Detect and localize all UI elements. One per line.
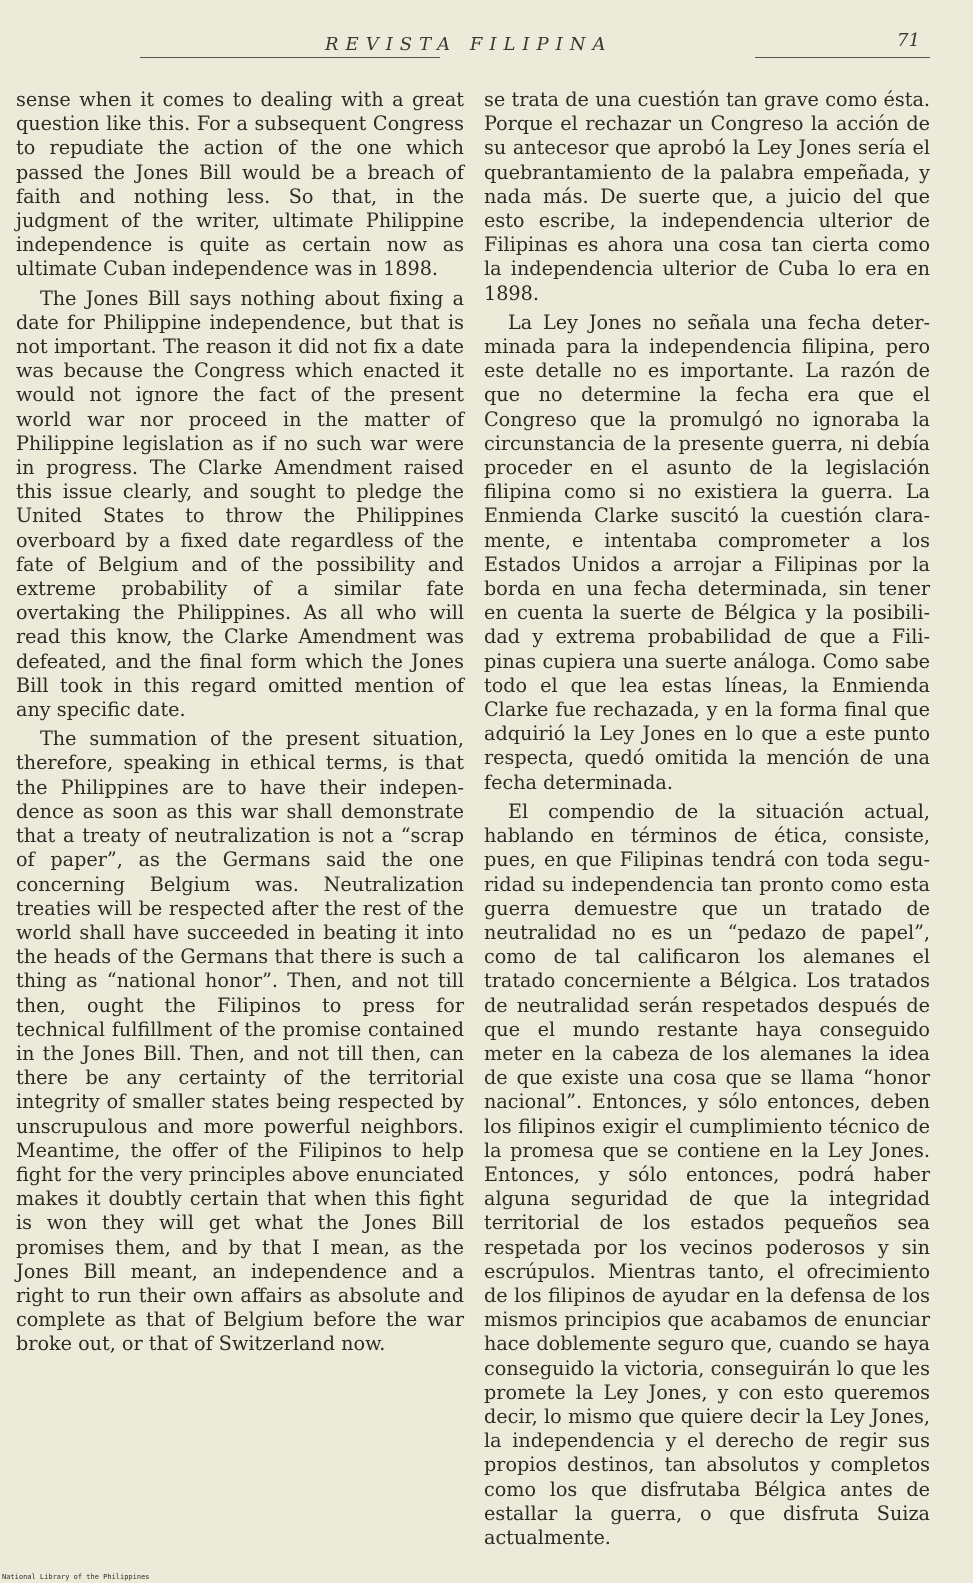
page-number: 71 bbox=[897, 30, 920, 51]
spanish-column bbox=[484, 88, 930, 1555]
spanish-paragraph-2: La Ley Jones no señala una fecha determinada para la independencia filipina, pero este detalle no es importante. La razón de que no determine la fecha era que el Congreso que la promulgó no ignoraba la circunstancia de la presente guerra, ni debía proceder en el asunto de la legislación filipina como si no existiera la guerra. La Enmienda Clarke suscitó la cuestión claramente, e intentaba comprometer a los Estados Unidos a arrojar a Filipinas por la borda en una fecha determinada, sin tener en cuenta la suerte de Bélgica y la posibilidad y extrema probabilidad de que a Filipinas cupiera una suerte análoga. Como sabe todo el que lea estas líneas, la Enmienda Clarke fue rechazada, y en la forma final que adquirió la Ley Jones en lo que a este punto respecta, quedó omitida la mención de una fecha determinada. bbox=[484, 310, 930, 794]
spanish-paragraph-3: El compendio de la situación actual, hablando en términos de ética, consiste, pues, en que Filipinas tendrá con toda seguridad su independencia tan pronto como esta guerra demuestre que un tratado de neutralidad no es un “pedazo de papel”, como de tal calificaron los alemanes el tratado concerniente a Bélgica. Los tratados de neutralidad serán respetados después de que el mundo restante haya conseguido meter en la cabeza de los alemanes la idea de que existe una cosa que se llama “honor nacional”. Entonces, y sólo entonces, deben los filipinos exigir el cumplimiento técnico de la promesa que se contiene en la Ley Jones. Entonces, y sólo entonces, podrá haber alguna seguridad de que la integridad territorial de los estados pequeños sea respetada por los vecinos poderosos y sin escrúpulos. Mientras tanto, el ofrecimiento de los filipinos de ayudar en la defensa de los mismos principios que acabamos de enunciar hace doblemente seguro que, cuando se haya conseguido la victoria, conseguirán lo que les promete la Ley Jones, y con esto queremos decir, lo mismo que quiere decir la Ley Jones, la independencia y el derecho de regir sus propios destinos, tan absolutos y completos como los que disfrutaba Bélgica antes de estallar la guerra, o que disfruta Suiza actualmente. bbox=[484, 799, 930, 1549]
english-paragraph-3: The summation of the present situation, therefore, speaking in ethical terms, is that the Philippines are to have their independence as soon as this war shall demonstrate that a treaty of neutralization is not a “scrap of paper”, as the Germans said the one concerning Belgium was. Neutralization treaties will be respected after the rest of the world shall have succeeded in beating it into the heads of the Germans that there is such a thing as “national honor”. Then, and not till then, ought the Filipinos to press for technical fulfillment of the promise contained in the Jones Bill. Then, and not till then, can there be any certainty of the territorial integrity of smaller states being respected by unscrupulous and more powerful neighbors. Meantime, the offer of the Filipinos to help fight for the very principles above enunciated makes it doubtly certain that when this fight is won they will get what the Jones Bill promises them, and by that I mean, as the Jones Bill meant, an independence and a right to run their own affairs as absolute and complete as that of Belgium before the war broke out, or that of Switzerland now. bbox=[16, 727, 464, 1356]
spanish-paragraph-1: se trata de una cuestión tan grave como ésta. Porque el rechazar un Congreso la acción de su antecesor que aprobó la Ley Jones sería el quebrantamiento de la palabra empeñada, y nada más. De suerte que, a juicio del que esto escribe, la independencia ulterior de Filipinas es ahora una cosa tan cierta como la independencia ulterior de Cuba lo era en 1898. bbox=[484, 88, 930, 305]
english-column bbox=[16, 88, 464, 1362]
running-title: REVISTA FILIPINA bbox=[325, 34, 613, 55]
page-header bbox=[0, 0, 973, 70]
english-paragraph-1: sense when it comes to dealing with a great question like this. For a subsequent Congress to repudiate the action of the one which passed the Jones Bill would be a breach of faith and nothing less. So that, in the judgment of the writer, ultimate Philippine independence is quite as certain now as ultimate Cuban independence was in 1898. bbox=[16, 88, 464, 281]
header-rule-right bbox=[755, 57, 930, 58]
header-rule-left bbox=[140, 57, 440, 58]
english-paragraph-2: The Jones Bill says nothing about fixing a date for Philippine independence, but that is not important. The reason it did not fix a date was because the Congress which enacted it would not ignore the fact of the present world war nor proceed in the matter of Philippine legislation as if no such war were in progress. The Clarke Amendment raised this issue clearly, and sought to pledge the United States to throw the Philippines overboard by a fixed date regardless of the fate of Belgium and of the possibility and extreme probability of a similar fate overtaking the Philippines. As all who will read this know, the Clarke Amendment was defeated, and the final form which the Jones Bill took in this regard omitted mention of any specific date. bbox=[16, 286, 464, 722]
library-credit: National Library of the Philippines bbox=[2, 1573, 150, 1581]
